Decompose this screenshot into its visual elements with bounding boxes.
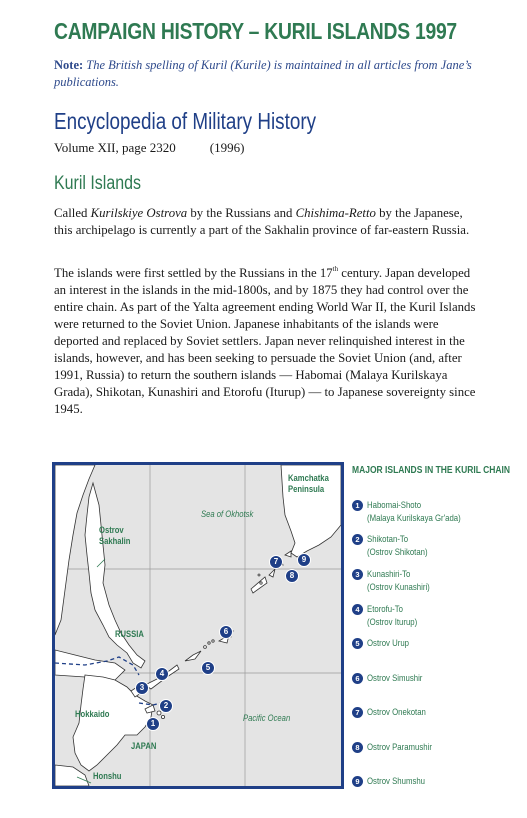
label-honshu: Honshu — [93, 771, 122, 781]
map-marker-7: 7 — [269, 555, 283, 569]
label-kamchatka: Kamchatka Peninsula — [288, 473, 329, 494]
map-marker-9: 9 — [297, 553, 311, 567]
map-marker-3: 3 — [135, 681, 149, 695]
map-marker-5: 5 — [201, 661, 215, 675]
article-paragraph-1: Called Kurilskiye Ostrova by the Russians and Chishima-Retto by the Japanese, this archipelago is currently a part of the Sakhalin province of far-eastern Russia. — [54, 206, 470, 237]
note-label: Note: — [54, 58, 84, 72]
page-title: CAMPAIGN HISTORY – KURIL ISLANDS 1997 — [54, 18, 457, 44]
source-title: Encyclopedia of Military History — [54, 108, 317, 134]
source-citation — [54, 140, 244, 156]
article-heading: Kuril Islands — [54, 173, 141, 194]
publication-year: (1996) — [209, 140, 245, 155]
kuril-chain — [131, 551, 291, 719]
label-hokkaido: Hokkaido — [75, 709, 110, 719]
map-graphic — [55, 465, 341, 786]
label-russia: RUSSIA — [115, 629, 144, 639]
map-legend: MAJOR ISLANDS IN THE KURIL CHAIN 1 Habomai-Shoto (Malaya Kurilskaya Gr'ada) 2 Shikotan-To (Ostrov Shikotan) 3 Kunashiri-To (Ostrov Kunashiri) 4 Etorofu-To (Ostrov Iturup) 5 Ostrov Urup 6 Ostrov Simushir 7 Ostrov Onekotan 8 Ostrov Paramushir 9 Ostrov Shumshu — [352, 465, 522, 477]
label-sakhalin: Ostrov Sakhalin — [99, 525, 131, 546]
japanese-name: Chishima-Retto — [295, 206, 376, 220]
spelling-note — [54, 57, 484, 91]
map-marker-6: 6 — [219, 625, 233, 639]
map-marker-4: 4 — [155, 667, 169, 681]
honshu-island — [55, 765, 89, 786]
sakhalin-island — [85, 483, 145, 668]
label-sea-of-okhotsk: Sea of Okhotsk — [201, 509, 254, 519]
map-marker-8: 8 — [285, 569, 299, 583]
article-paragraph-2: The islands were first settled by the Russians in the 17th century. Japan developed an interest in the islands in the mid-1800s, and by 1875 they had control over the entire chain. As part of the Yalta agreement ending World War II, the Kuril Islands were returned to the Soviet Union. Japanese inhabitants of the islands were deported and replaced by Soviet settlers. Japan never relinquished interest in the islands, however, and has been seeking to persuade the Soviet Union (and, after 1991, Russia) to return the southern islands — Habomai (Malaya Kurilskaya Grada), Shikotan, Kunashiri and Etorofu (Iturup) — to Japanese sovereignty since 1945. — [54, 265, 476, 416]
legend-title: MAJOR ISLANDS IN THE KURIL CHAIN — [352, 465, 511, 476]
label-pacific-ocean: Pacific Ocean — [243, 713, 291, 723]
map-marker-2: 2 — [159, 699, 173, 713]
label-japan: JAPAN — [131, 741, 157, 751]
map-marker-1: 1 — [146, 717, 160, 731]
note-text: The British spelling of Kuril (Kurile) is maintained in all articles from Jane’s publications. — [54, 58, 472, 89]
kuril-islands-map — [52, 462, 344, 789]
russian-name: Kurilskiye Ostrova — [90, 206, 188, 220]
volume-page: Volume XII, page 2320 — [54, 140, 176, 155]
